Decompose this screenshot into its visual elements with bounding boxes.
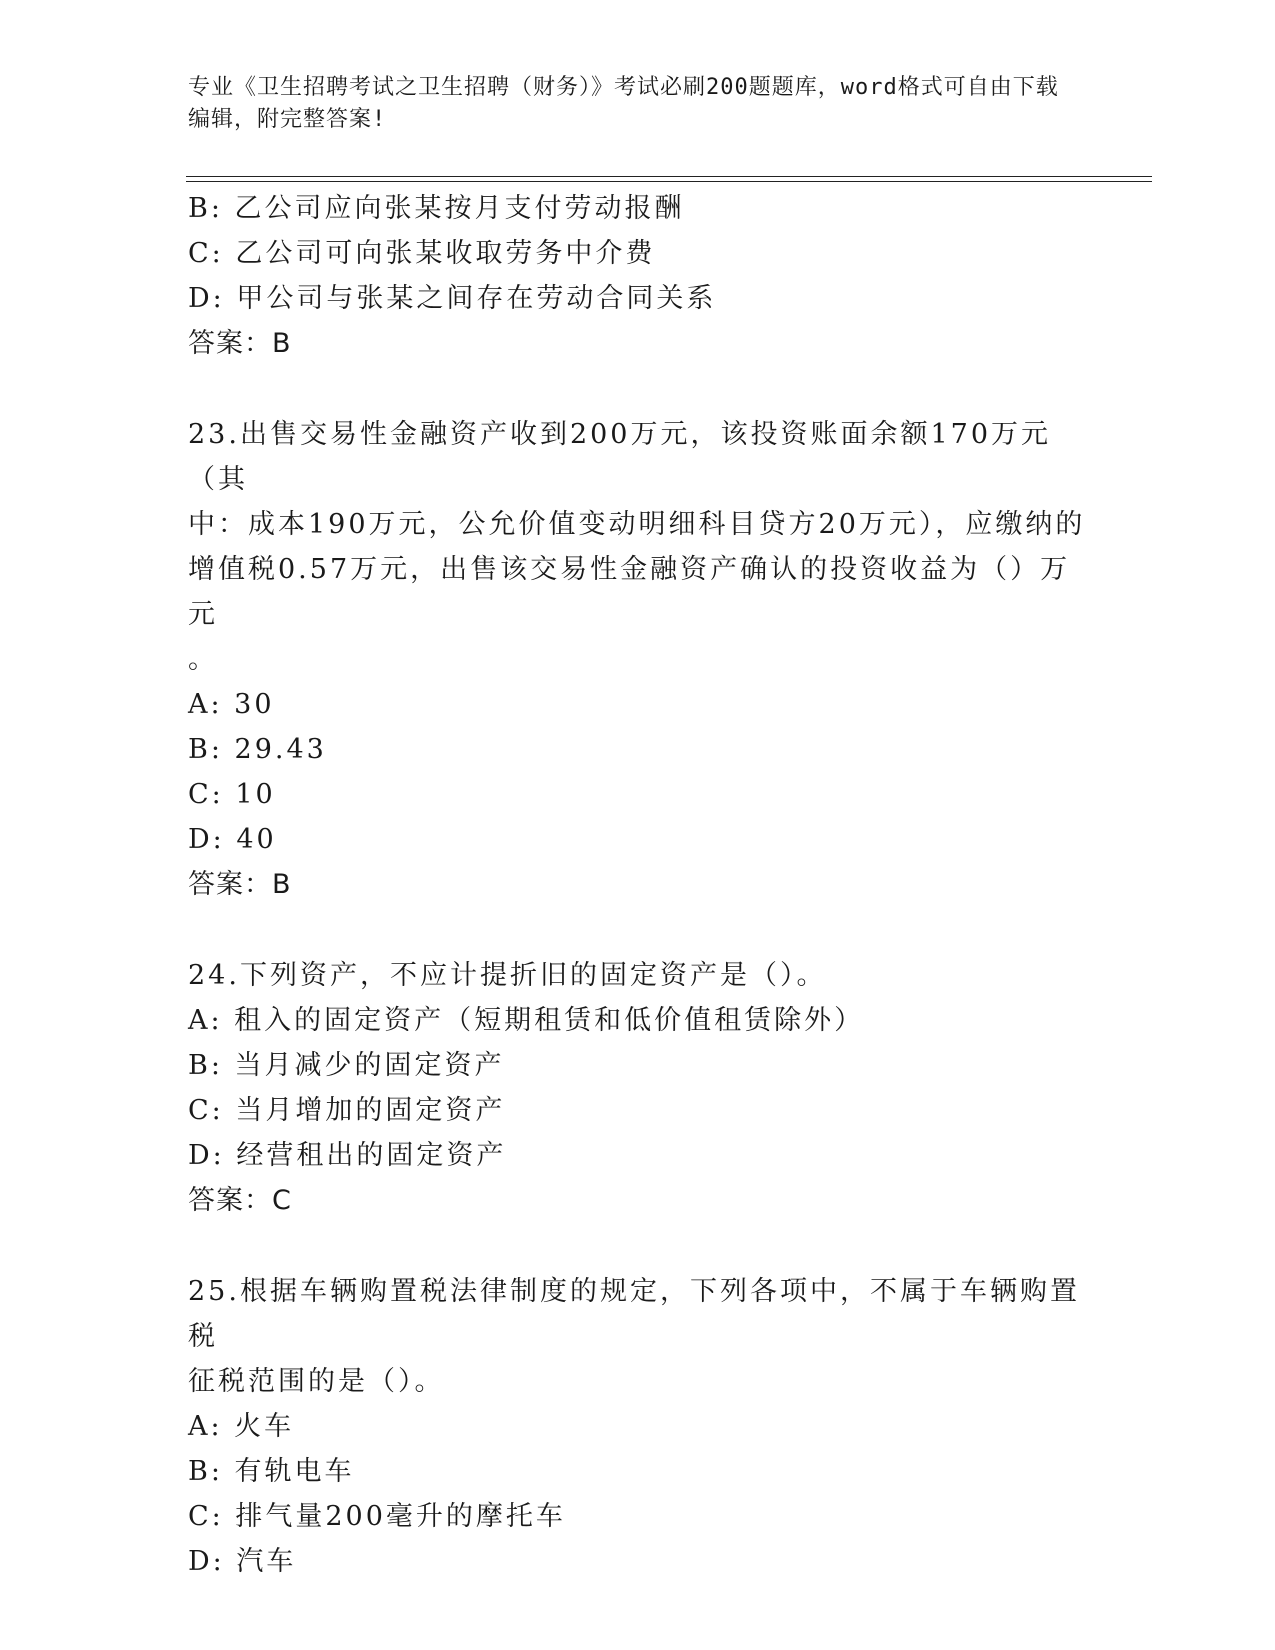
question-text-line: 23.出售交易性金融资产收到200万元，该投资账面余额170万元（其 xyxy=(188,419,1052,495)
option-b: B: 29.43 xyxy=(188,734,327,765)
document-header: 专业《卫生招聘考试之卫生招聘（财务）》考试必刷200题题库，word格式可自由下载编辑，附完整答案! xyxy=(188,75,1059,132)
option-c: C: 10 xyxy=(188,779,276,810)
question-text-line: 增值税0.57万元，出售该交易性金融资产确认的投资收益为（）万元 xyxy=(188,554,1071,630)
question-list xyxy=(188,186,1088,1584)
question-text-line: 24.下列资产，不应计提折旧的固定资产是（）。 xyxy=(188,960,827,991)
option-c: C: 当月增加的固定资产 xyxy=(188,1095,506,1126)
question-25 xyxy=(188,1269,1088,1584)
option-b: B: 当月减少的固定资产 xyxy=(188,1050,505,1081)
option-c: C: 排气量200毫升的摩托车 xyxy=(188,1501,566,1532)
option-d: D: 甲公司与张某之间存在劳动合同关系 xyxy=(188,283,717,314)
answer: 答案：B xyxy=(188,328,292,359)
option-d: D: 40 xyxy=(188,824,277,855)
header-divider-bottom xyxy=(186,181,1152,182)
question-23 xyxy=(188,412,1088,907)
option-d: D: 经营租出的固定资产 xyxy=(188,1140,507,1171)
question-24 xyxy=(188,953,1088,1223)
question-text-line: 中：成本190万元，公允价值变动明细科目贷方20万元），应缴纳的 xyxy=(188,509,1086,540)
question-text-line: 。 xyxy=(188,644,218,675)
question-22-tail xyxy=(188,186,1088,366)
option-a: A: 租入的固定资产（短期租赁和低价值租赁除外） xyxy=(188,1005,865,1036)
answer: 答案：B xyxy=(188,869,292,900)
question-text-line: 征税范围的是（）。 xyxy=(188,1366,445,1397)
option-a: A: 火车 xyxy=(188,1411,295,1442)
option-d: D: 汽车 xyxy=(188,1546,297,1577)
header-divider-top xyxy=(186,176,1152,177)
option-a: A: 30 xyxy=(188,689,275,720)
question-text-line: 25.根据车辆购置税法律制度的规定，下列各项中，不属于车辆购置税 xyxy=(188,1276,1080,1352)
spacer xyxy=(188,366,1088,412)
spacer xyxy=(188,907,1088,953)
answer: 答案：C xyxy=(188,1185,292,1216)
option-c: C: 乙公司可向张某收取劳务中介费 xyxy=(188,238,656,269)
option-b: B: 乙公司应向张某按月支付劳动报酬 xyxy=(188,193,685,224)
spacer xyxy=(188,1223,1088,1269)
option-b: B: 有轨电车 xyxy=(188,1456,355,1487)
